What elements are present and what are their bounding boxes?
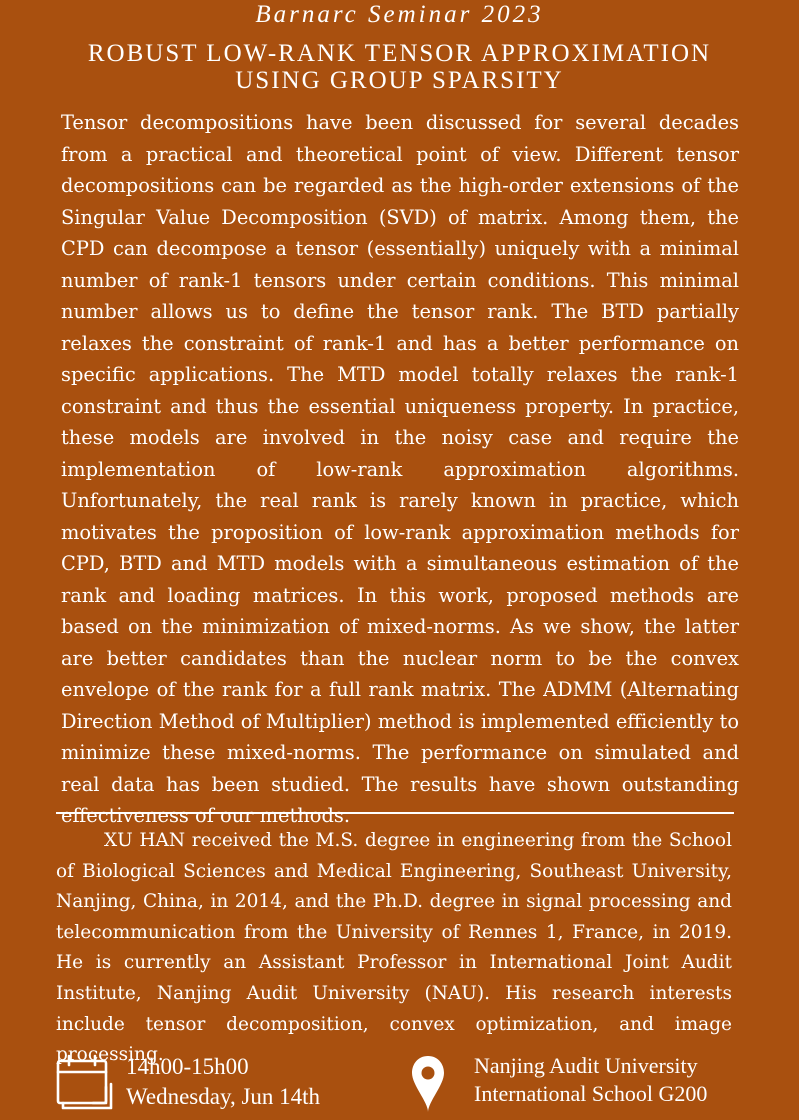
- section-divider: [56, 812, 734, 814]
- talk-title: [0, 40, 799, 94]
- speaker-bio: XU HAN received the M.S. degree in engineering from the School of Biological Sciences and Medical Engineering, Southeast University, Nanjing, China, in 2014, and the Ph.D. degree in signal processing and telecommunication from the University of Rennes 1, France, in 2019. He is currently an Assistant Professor in International Joint Audit Institute, Nanjing Audit University (NAU). His research interests include tensor decomposition, convex optimization, and image processing.: [56, 830, 732, 1066]
- calendar-icon: [55, 1054, 113, 1110]
- event-location-block: [474, 1052, 707, 1108]
- event-time: 14h00-15h00: [126, 1054, 249, 1079]
- abstract-text: Tensor decompositions have been discussed for several decades from a practical and theoretical point of view. Different tensor decompositions can be regarded as the high-order extensions of the Singular Value Decomposition (SVD) of matrix. Among them, the CPD can decompose a tensor (essentially) uniquely with a minimal number of rank-1 tensors under certain conditions. This minimal number allows us to define the tensor rank. The BTD partially relaxes the constraint of rank-1 and has a better performance on specific applications. The MTD model totally relaxes the rank-1 constraint and thus the essential uniqueness property. In practice, these models are involved in the noisy case and require the implementation of low-rank approximation algorithms. Unfortunately, the real rank is rarely known in practice, which motivates the proposition of low-rank approximation methods for CPD, BTD and MTD models with a simultaneous estimation of the rank and loading matrices. In this work, proposed methods are based on the minimization of mixed-norms. As we show, the latter are better candidates than the nuclear norm to be the convex envelope of the rank for a full rank matrix. The ADMM (Alternating Direction Method of Multiplier) method is implemented efficiently to minimize these mixed-norms. The performance on simulated and real data has been studied. The results have shown outstanding effectiveness of our methods.: [61, 111, 739, 827]
- event-location-line-1: Nanjing Audit University: [474, 1053, 698, 1078]
- map-pin-icon: [410, 1054, 446, 1114]
- event-date: Wednesday, Jun 14th: [126, 1084, 321, 1109]
- talk-title-line-1: ROBUST LOW-RANK TENSOR APPROXIMATION: [87, 40, 712, 67]
- seminar-series-title: Barnarc Seminar 2023: [255, 1, 544, 28]
- talk-title-line-2: USING GROUP SPARSITY: [235, 67, 564, 94]
- event-time-block: [126, 1052, 320, 1112]
- event-location-line-2: International School G200: [474, 1081, 708, 1106]
